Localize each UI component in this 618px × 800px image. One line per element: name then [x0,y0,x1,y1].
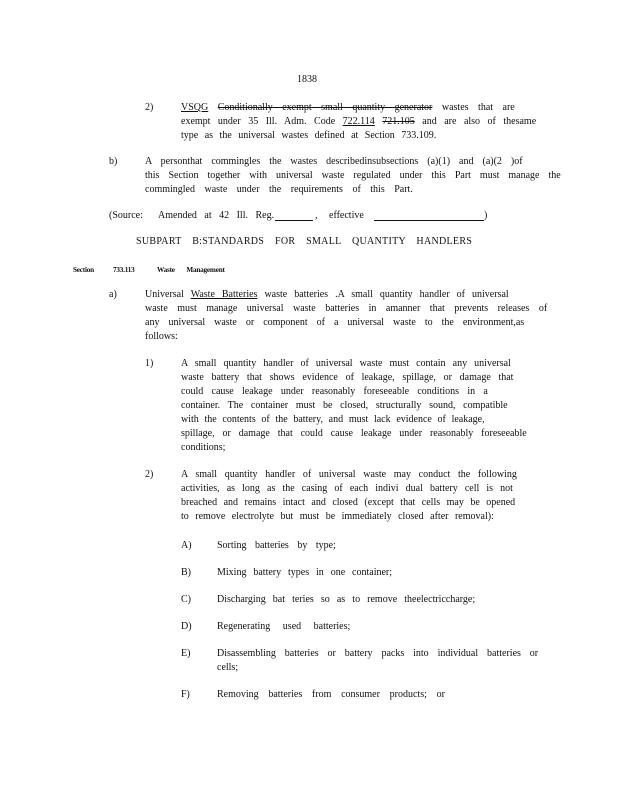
inserted-text: 722.114 [342,116,375,127]
item-2-line: breached and remains intact and closed (except that cells may be opened [181,497,516,508]
section-title: Waste Management [157,266,225,274]
para-b-line1: A personthat commingles the wastes describedinsubsections (a)(1) and (a)(2 )of [145,156,523,167]
subsection-a-line3: any universal waste or component of a universal waste to the environment,as [145,317,525,328]
para-b-marker: b) [109,156,118,167]
plain-text: Universal [145,289,191,300]
struck-text: 721.105 [382,116,415,127]
para-a2-line3: type as the universal wastes defined at Section 733.109. [181,130,437,141]
para-b-line2: this Section together with universal waste regulated under this Part must manage the [145,170,561,181]
effective-date-blank [374,210,484,221]
activity-text: Mixing battery types in one container; [217,567,393,578]
item-1-line: waste battery that shows evidence of leakage, spillage, or damage that [181,372,514,383]
activity-marker: A) [181,540,192,551]
para-a2-marker: 2) [145,102,154,113]
item-2-line: activities, as long as the casing of each indivi dual battery cell is not [181,483,513,494]
item-1-line: with the contents of the battery, and must lack evidence of leakage, [181,414,485,425]
inserted-text: VSQG [181,102,209,113]
item-1-line: conditions; [181,442,226,453]
activity-text: Disassembling batteries or battery packs into individual batteries or [217,648,539,659]
plain-text: and are also of thesame [414,116,537,127]
subsection-a-line4: follows: [145,331,178,342]
item-2-line: A small quantity handler of universal waste may conduct the following [181,469,517,480]
plain-text: wastes that are [432,102,515,113]
activity-text: cells; [217,662,239,673]
item-2-marker: 2) [145,469,154,480]
source-effective: effective [329,210,364,221]
item-1-marker: 1) [145,358,154,369]
subsection-a-line1 [145,289,509,301]
struck-text: Conditionally exempt small quantity generator [217,102,433,113]
subsection-a-marker: a) [109,289,117,300]
source-close: ) [484,210,488,221]
source-text: Amended at 42 Ill. Reg. [158,210,275,221]
activity-marker: E) [181,648,191,659]
item-2-line: to remove electrolyte but must be immediately closed after removal): [181,511,494,522]
plain-text: exempt under 35 Ill. Adm. Code [181,116,343,127]
activity-text: Discharging bat teries so as to remove theelectriccharge; [217,594,476,605]
item-1-line: could cause leakage under reasonably foreseeable conditions in a [181,386,488,397]
subpart-heading: SUBPART B:STANDARDS FOR SMALL QUANTITY HANDLERS [136,236,473,247]
item-1-line: A small quantity handler of universal waste must contain any universal [181,358,511,369]
activity-marker: C) [181,594,191,605]
para-a2-line1 [181,102,515,114]
source-label: (Source: [109,210,143,221]
page-number: 1838 [297,74,317,85]
item-1-line: spillage, or damage that could cause leakage under reasonably foreseeable [181,428,527,439]
activity-text: Removing batteries from consumer products; or [217,689,445,700]
activity-text: Sorting batteries by type; [217,540,336,551]
para-a2-line2 [181,116,536,128]
activity-marker: B) [181,567,191,578]
plain-text: waste batteries .A small quantity handler of universal [257,289,509,300]
item-1-line: container. The container must be closed, structurally sound, compatible [181,400,508,411]
activity-marker: D) [181,621,192,632]
section-number: 733.113 [113,266,135,274]
para-b-line3: commingled waste under the requirements of this Part. [145,184,413,195]
activity-marker: F) [181,689,190,700]
inserted-text: Waste Batteries [190,289,258,300]
subsection-a-line2: waste must manage universal waste batteries in amanner that prevents releases of [145,303,548,314]
register-blank [275,210,313,221]
activity-text: Regenerating used batteries; [217,621,351,632]
section-label: Section [73,266,94,274]
